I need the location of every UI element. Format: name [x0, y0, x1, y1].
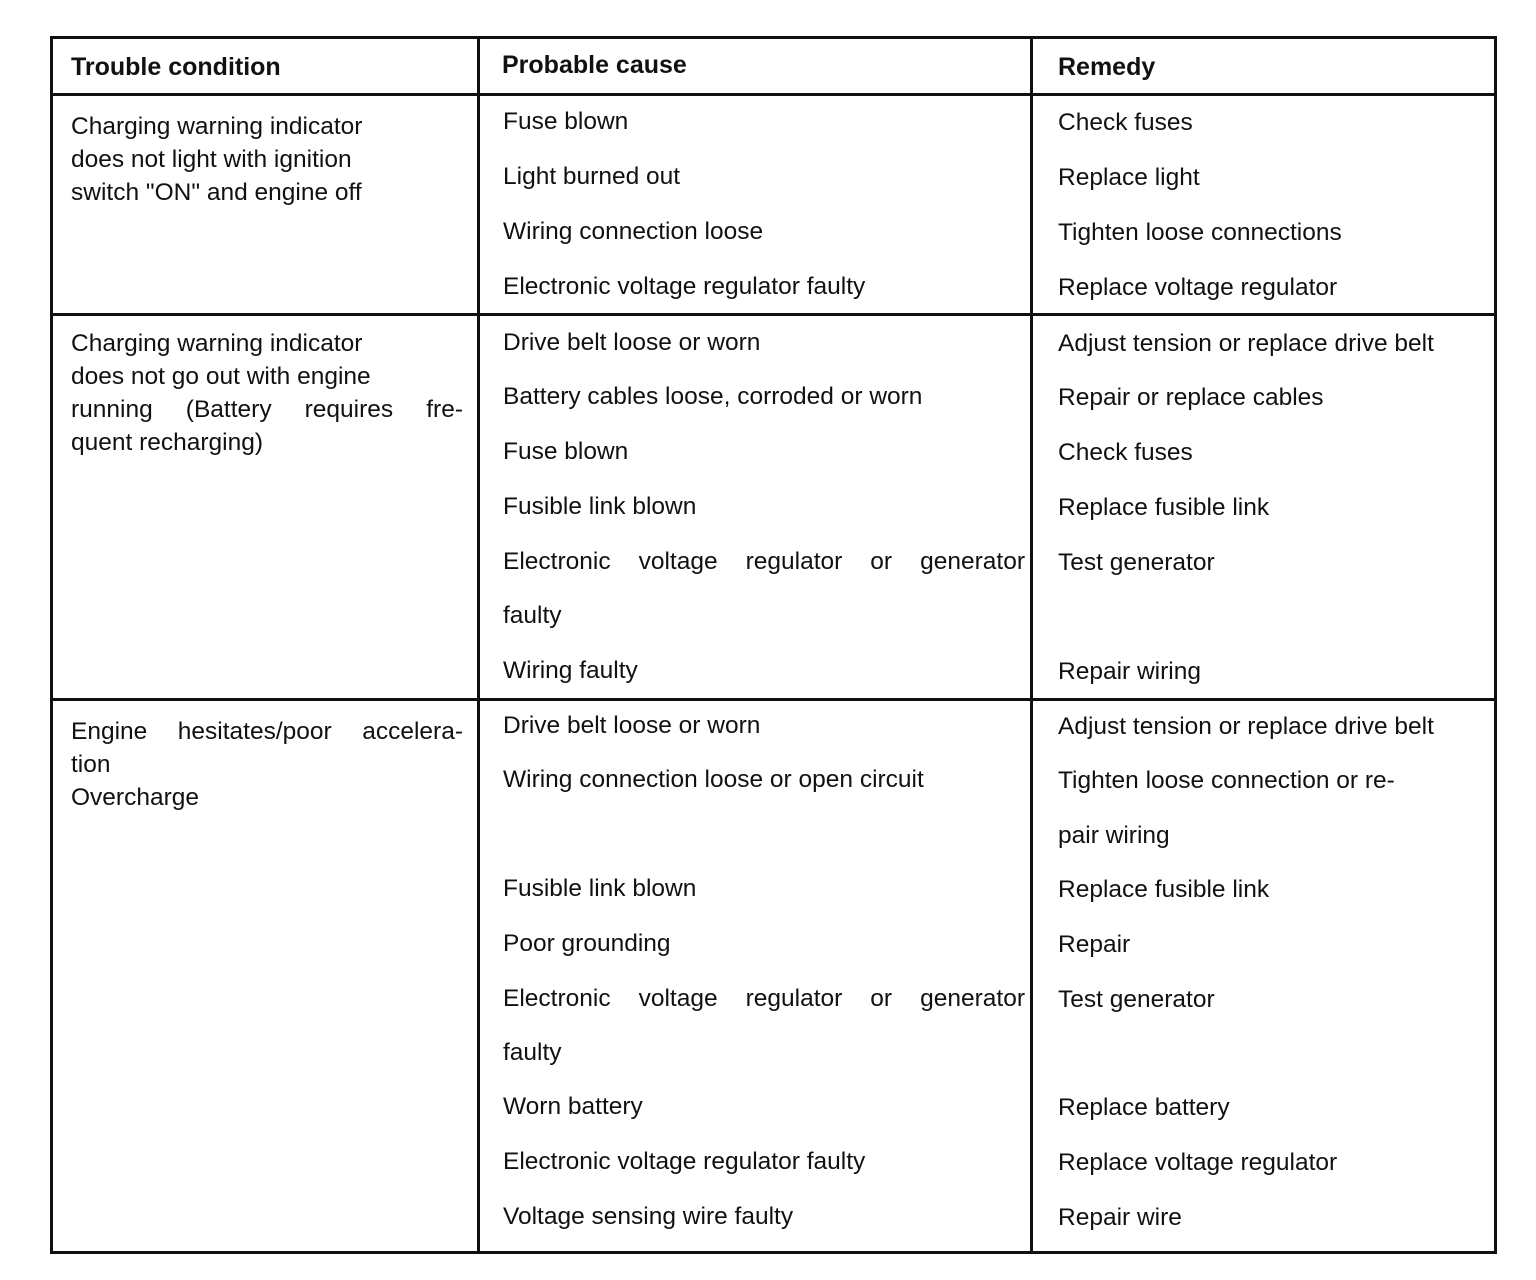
condition-cell — [71, 110, 463, 209]
remedy-cell: Replace light — [1058, 164, 1200, 191]
condition-line: Engine hesitates/poor accelera- — [71, 718, 463, 745]
condition-line: Charging warning indicator — [71, 113, 363, 140]
condition-cell — [71, 327, 463, 459]
remedy-cell: Repair wire — [1058, 1204, 1182, 1231]
remedy-cell: Check fuses — [1058, 109, 1193, 136]
condition-line: tion — [71, 751, 111, 778]
condition-line: switch "ON" and engine off — [71, 179, 362, 206]
remedy-cell: pair wiring — [1058, 822, 1170, 849]
remedy-cell: Tighten loose connection or re- — [1058, 767, 1395, 794]
condition-cell — [71, 715, 463, 814]
cause-cell: Electronic voltage regulator faulty — [503, 273, 866, 300]
cause-cell: Wiring connection loose — [503, 218, 764, 245]
cause-cell: Fuse blown — [503, 108, 629, 135]
cause-cell: Drive belt loose or worn — [503, 329, 761, 356]
group-divider-1 — [53, 313, 1494, 316]
remedy-cell: Replace fusible link — [1058, 876, 1270, 903]
remedy-cell: Repair wiring — [1058, 658, 1201, 685]
condition-line: running (Battery requires fre- — [71, 396, 463, 423]
header-remedy: Remedy — [1058, 53, 1156, 81]
remedy-cell: Repair or replace cables — [1058, 384, 1324, 411]
remedy-cell: Replace fusible link — [1058, 494, 1270, 521]
cause-cell: Worn battery — [503, 1093, 643, 1120]
remedy-cell: Tighten loose connections — [1058, 219, 1342, 246]
cause-cell: Wiring connection loose or open circuit — [503, 766, 924, 793]
remedy-cell: Test generator — [1058, 549, 1215, 576]
remedy-cell: Repair — [1058, 931, 1131, 958]
cause-cell: faulty — [503, 602, 562, 629]
condition-line: does not go out with engine — [71, 363, 371, 390]
cause-cell: Battery cables loose, corroded or worn — [503, 383, 923, 410]
cause-cell: Wiring faulty — [503, 657, 638, 684]
column-divider-remedy — [1030, 39, 1033, 1251]
remedy-cell: Adjust tension or replace drive belt — [1058, 330, 1434, 357]
cause-cell: faulty — [503, 1039, 562, 1066]
remedy-cell: Test generator — [1058, 986, 1215, 1013]
header-probable-cause: Probable cause — [502, 51, 687, 79]
header-trouble-condition: Trouble condition — [71, 53, 281, 81]
cause-cell: Electronic voltage regulator or generator — [503, 985, 1025, 1012]
cause-cell: Fuse blown — [503, 438, 629, 465]
column-divider-cause — [477, 39, 480, 1251]
header-divider — [53, 93, 1494, 96]
remedy-cell: Replace voltage regulator — [1058, 1149, 1338, 1176]
condition-line: Charging warning indicator — [71, 330, 363, 357]
remedy-cell: Replace battery — [1058, 1094, 1230, 1121]
cause-cell: Electronic voltage regulator faulty — [503, 1148, 866, 1175]
cause-cell: Drive belt loose or worn — [503, 712, 761, 739]
condition-line: does not light with ignition — [71, 146, 352, 173]
cause-cell: Voltage sensing wire faulty — [503, 1203, 794, 1230]
cause-cell: Fusible link blown — [503, 875, 697, 902]
remedy-cell: Adjust tension or replace drive belt — [1058, 713, 1434, 740]
condition-line: Overcharge — [71, 784, 200, 811]
remedy-cell: Replace voltage regulator — [1058, 274, 1338, 301]
group-divider-2 — [53, 698, 1494, 701]
condition-line: quent recharging) — [71, 429, 264, 456]
remedy-cell: Check fuses — [1058, 439, 1193, 466]
cause-cell: Fusible link blown — [503, 493, 697, 520]
cause-cell: Light burned out — [503, 163, 681, 190]
cause-cell: Poor grounding — [503, 930, 671, 957]
cause-cell: Electronic voltage regulator or generator — [503, 548, 1025, 575]
troubleshooting-table — [50, 36, 1497, 1254]
